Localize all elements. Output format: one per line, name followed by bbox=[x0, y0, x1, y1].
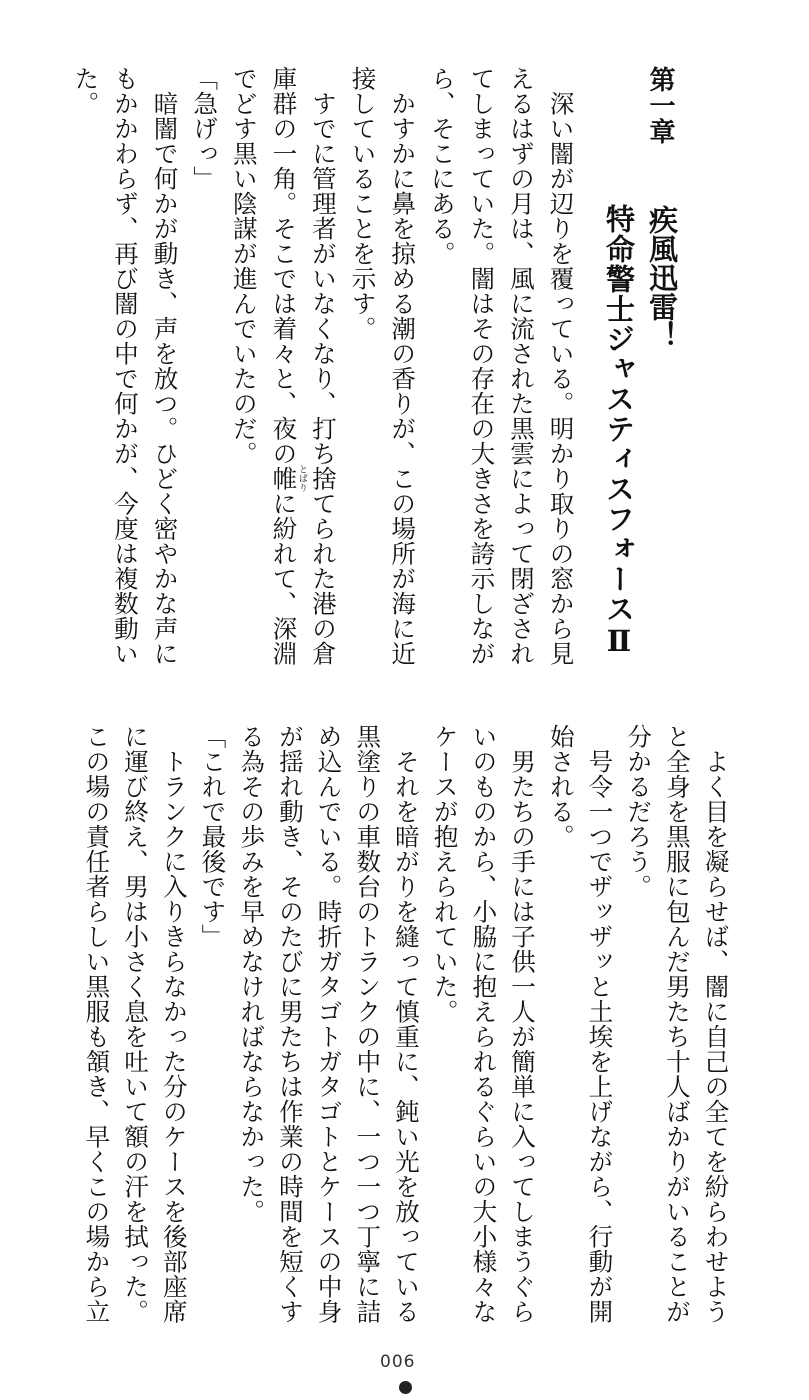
page-number: 006 bbox=[380, 1352, 416, 1372]
text-line: る為その歩みを早めなければならなかった。 bbox=[237, 724, 267, 1224]
text-line: でどす黒い陰謀が進んでいたのだ。 bbox=[229, 66, 259, 466]
text-line: め込んでいる。時折ガタゴトガタゴトとケースの中身 bbox=[314, 724, 344, 1324]
text-line: えるはずの月は、風に流された黒雲によって閉ざされ bbox=[506, 66, 536, 666]
text-line: と全身を黒服に包んだ男たち十人ばかりがいることが bbox=[662, 724, 692, 1324]
chapter-subtitle: 特命警士ジャスティスフォースⅡ bbox=[602, 204, 636, 659]
page-marker-dot bbox=[399, 1381, 412, 1394]
ruby-text: とばり bbox=[296, 464, 307, 493]
text-line: かすかに鼻を掠める潮の香りが、この場所が海に近 bbox=[388, 66, 418, 666]
text-line: 分かるだろう。 bbox=[624, 724, 654, 899]
text-line: 暗闇で何かが動き、声を放つ。ひどく密やかな声に bbox=[150, 66, 180, 666]
text-segment: に紛れて、深淵 bbox=[269, 491, 299, 666]
text-line: すでに管理者がいなくなり、打ち捨てられた港の倉 bbox=[308, 66, 338, 666]
text-line: 深い闇が辺りを覆っている。明かり取りの窓から見 bbox=[546, 66, 576, 666]
chapter-title: 疾風迅雷！ bbox=[645, 205, 679, 350]
text-segment: 庫群の一角。そこでは着々と、夜の bbox=[269, 66, 299, 466]
text-line bbox=[271, 66, 307, 666]
text-line: この場の責任者らしい黒服も頷き、早くこの場から立 bbox=[82, 724, 112, 1324]
text-line: よく目を凝らせば、闇に自己の全てを紛らわせよう bbox=[701, 724, 731, 1324]
text-line: 号令一つでザッザッと土埃を上げながら、行動が開 bbox=[585, 724, 615, 1324]
text-line: た。 bbox=[71, 66, 101, 116]
text-line: 「これで最後です」 bbox=[198, 724, 228, 949]
text-line: トランクに入りきらなかった分のケースを後部座席 bbox=[159, 724, 189, 1324]
text-line: てしまっていた。闇はその存在の大きさを誇示しなが bbox=[467, 66, 497, 666]
text-line: 始される。 bbox=[546, 724, 576, 849]
text-line: ケースが抱えられていた。 bbox=[430, 724, 460, 1024]
text-line: に運び終え、男は小さく息を吐いて額の汗を拭った。 bbox=[121, 724, 151, 1324]
chapter-number: 第一章 bbox=[645, 66, 675, 144]
text-line: ら、そこにある。 bbox=[427, 66, 457, 266]
text-line: もかかわらず、再び闇の中で何かが、今度は複数動い bbox=[110, 66, 140, 666]
text-line: 男たちの手には子供一人が簡単に入ってしまうぐら bbox=[508, 724, 538, 1324]
ruby-base: 帷 bbox=[269, 464, 299, 493]
text-line: 接していることを示す。 bbox=[348, 66, 378, 341]
ruby-annotation bbox=[269, 464, 307, 493]
text-line: それを暗がりを縫って慎重に、鈍い光を放っている bbox=[391, 724, 421, 1324]
text-line: が揺れ動き、そのたびに男たちは作業の時間を短くす bbox=[275, 724, 305, 1324]
text-line: いのものから、小脇に抱えられるぐらいの大小様々な bbox=[469, 724, 499, 1324]
text-line: 「急げっ」 bbox=[190, 66, 220, 191]
text-line: 黒塗りの車数台のトランクの中に、一つ一つ丁寧に詰 bbox=[353, 724, 383, 1324]
